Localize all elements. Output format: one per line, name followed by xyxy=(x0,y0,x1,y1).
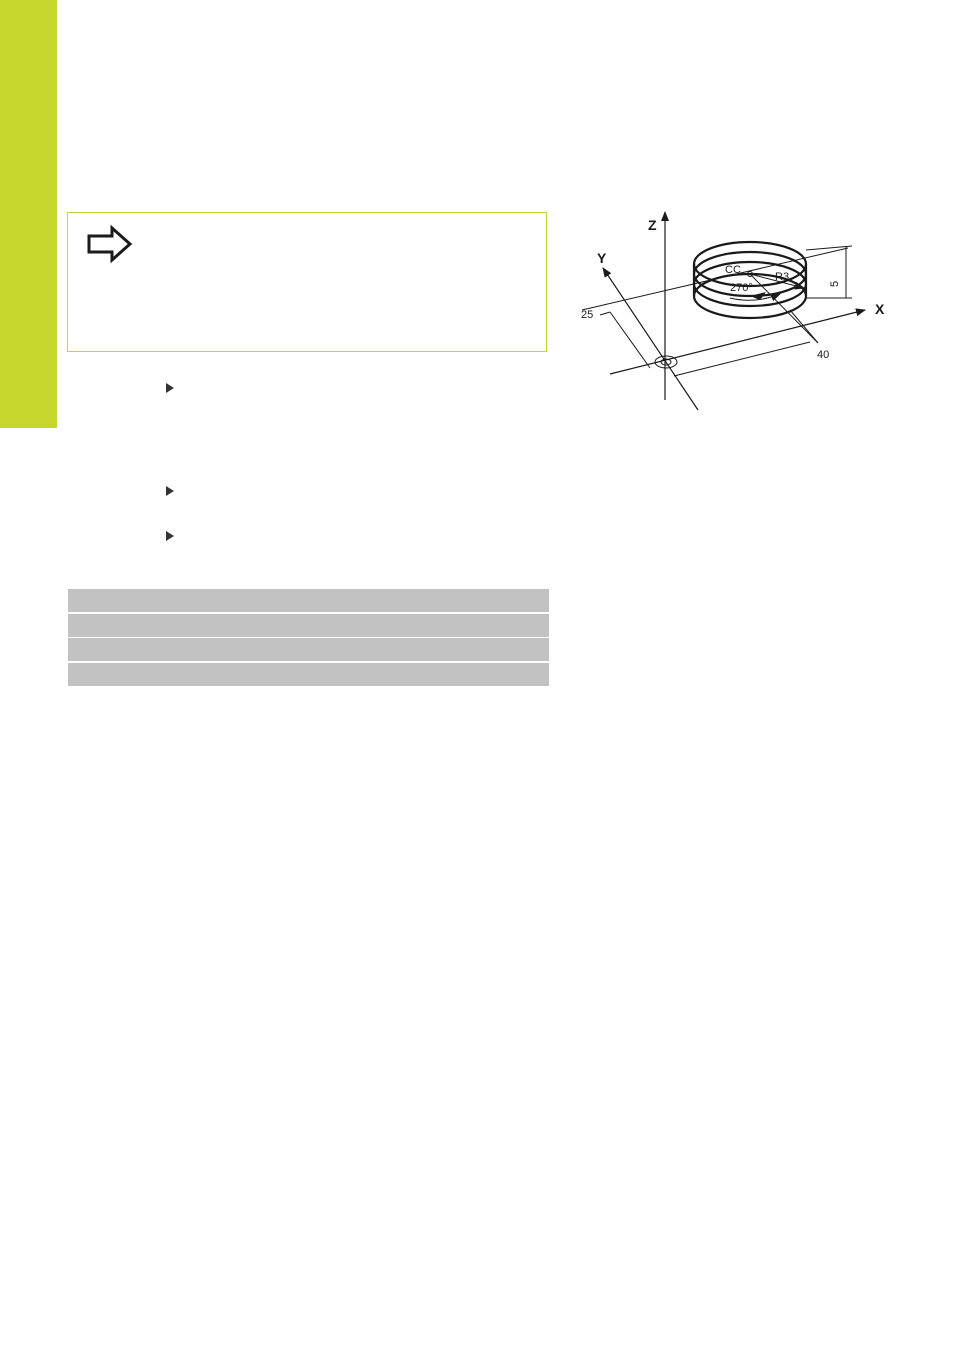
dim-25-line xyxy=(610,312,650,368)
axis-label-x: X xyxy=(875,301,885,317)
triangle-right-icon xyxy=(165,531,175,541)
table-row xyxy=(68,614,549,637)
table-row xyxy=(68,589,549,612)
table xyxy=(68,589,549,687)
dim-40-label: 40 xyxy=(817,349,830,361)
axis-label-y: Y xyxy=(597,250,607,266)
triangle-right-icon xyxy=(165,383,175,393)
triangle-right-icon xyxy=(165,486,175,496)
leader-40 xyxy=(750,274,818,343)
chapter-side-tab xyxy=(0,0,57,428)
y-axis xyxy=(603,268,698,410)
axis-label-z: Z xyxy=(648,217,657,233)
x-axis xyxy=(610,310,865,374)
dim-40-line xyxy=(674,342,810,376)
dim-5-ext-top xyxy=(806,246,852,250)
note-box xyxy=(67,212,547,352)
label-cc: CC xyxy=(725,264,741,276)
dim-25-label: 25 xyxy=(581,309,594,321)
dim-25-ext xyxy=(600,312,610,315)
dim-5-label: 5 xyxy=(829,280,841,287)
arrow-right-outline-icon xyxy=(86,225,134,263)
label-r3: R3 xyxy=(775,271,790,283)
helix-figure xyxy=(570,200,900,420)
helix-diagram xyxy=(570,200,900,420)
label-angle: 270° xyxy=(730,282,753,294)
table-row xyxy=(68,638,549,661)
table-row xyxy=(68,663,549,686)
